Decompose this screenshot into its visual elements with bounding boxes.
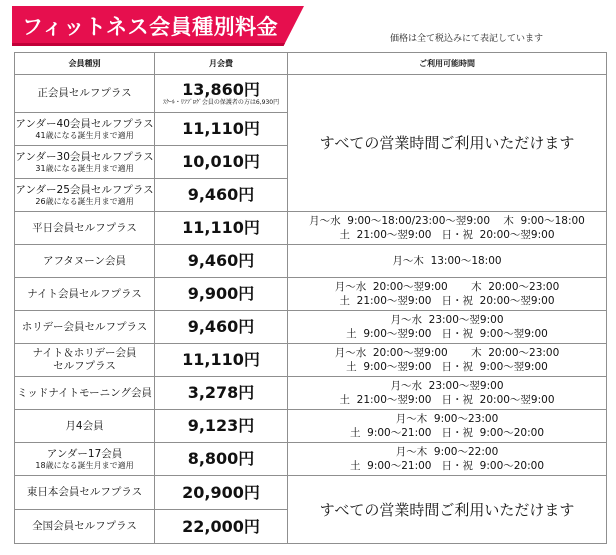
membership-condition: 31歳になる誕生月まで適用 [35, 163, 134, 173]
table-row [15, 476, 607, 510]
membership-type-cell [15, 443, 155, 476]
monthly-fee: 9,460円 [187, 185, 255, 204]
table-row [15, 75, 607, 113]
membership-name: アンダー30会員セルフプラス [15, 150, 154, 163]
hours-cell [288, 443, 607, 476]
monthly-fee-cell [155, 410, 288, 443]
membership-condition: 41歳になる誕生月まで適用 [35, 130, 134, 140]
hours-cell [288, 212, 607, 245]
monthly-fee-cell [155, 344, 288, 377]
membership-type-cell [15, 146, 155, 179]
monthly-fee-cell [155, 212, 288, 245]
monthly-fee: 9,900円 [187, 284, 255, 303]
fee-table [14, 52, 607, 544]
membership-name: ミッドナイトモーニング会員 [17, 386, 152, 399]
hours-line: 月～水 23:00～翌9:00 [390, 380, 504, 392]
membership-name-line2: セルフプラス [53, 360, 116, 372]
monthly-fee: 22,000円 [182, 516, 260, 536]
monthly-fee: 20,900円 [182, 482, 260, 502]
membership-name: アンダー40会員セルフプラス [15, 117, 154, 130]
membership-type-cell [15, 344, 155, 377]
membership-condition: 26歳になる誕生月まで適用 [35, 196, 134, 206]
membership-type-cell [15, 113, 155, 146]
membership-type-cell [15, 75, 155, 113]
monthly-fee: 11,110円 [182, 119, 260, 138]
hours-cell-all [288, 75, 607, 212]
membership-type-cell [15, 510, 155, 544]
monthly-fee-cell [155, 311, 288, 344]
monthly-fee-cell [155, 510, 288, 544]
hours-line: 土 9:00～21:00 日・祝 9:00～20:00 [349, 427, 545, 439]
hours-line: 月～水 23:00～翌9:00 [390, 314, 504, 326]
membership-name: アンダー25会員セルフプラス [15, 183, 154, 196]
hours-line: 土 21:00～翌9:00 日・祝 20:00～翌9:00 [339, 295, 555, 307]
hours-cell [288, 245, 607, 278]
hours-line: 土 9:00～翌9:00 日・祝 9:00～翌9:00 [346, 328, 548, 340]
monthly-fee: 11,110円 [182, 350, 260, 369]
hours-line: 月～水 9:00～18:00/23:00～翌9:00 木 9:00～18:00 [309, 215, 585, 227]
hours-line: 土 9:00～21:00 日・祝 9:00～20:00 [349, 460, 545, 472]
hours-line: 月～水 20:00～翌9:00 木 20:00～23:00 [334, 281, 560, 293]
membership-condition: 18歳になる誕生月まで適用 [35, 460, 134, 470]
column-header-type: 会員種別 [15, 53, 155, 75]
tax-note: 価格は全て税込みにて表記しています [390, 34, 544, 44]
table-row [15, 311, 607, 344]
hours-cell [288, 278, 607, 311]
table-row [15, 278, 607, 311]
hours-line: 月～水 20:00～翌9:00 木 20:00～23:00 [334, 347, 560, 359]
monthly-fee: 10,010円 [182, 152, 260, 171]
monthly-fee-cell [155, 377, 288, 410]
hours-cell [288, 344, 607, 377]
table-row [15, 410, 607, 443]
hours-cell [288, 410, 607, 443]
membership-name: 月4会員 [65, 419, 104, 432]
hours-cell [288, 311, 607, 344]
monthly-fee-cell [155, 146, 288, 179]
monthly-fee-cell [155, 476, 288, 510]
monthly-fee: 3,278円 [187, 383, 255, 402]
hours-line: 月～木 13:00～18:00 [392, 255, 502, 267]
membership-type-cell [15, 278, 155, 311]
table-row [15, 443, 607, 476]
membership-type-cell [15, 410, 155, 443]
membership-name: アンダー17会員 [46, 447, 123, 460]
column-header-fee: 月会費 [155, 53, 288, 75]
hours-cell-all [288, 476, 607, 544]
hours-line: 土 21:00～翌9:00 日・祝 20:00～翌9:00 [339, 229, 555, 241]
monthly-fee: 13,860円 [182, 80, 260, 99]
monthly-fee-cell [155, 278, 288, 311]
page-title: フィットネス会員種別料金 [22, 15, 279, 39]
membership-name: ナイト＆ホリデー会員 [32, 347, 137, 359]
membership-name: 東日本会員セルフプラス [26, 486, 143, 498]
table-row [15, 212, 607, 245]
monthly-fee: 9,460円 [187, 317, 255, 336]
table-row [15, 344, 607, 377]
membership-type-cell [15, 179, 155, 212]
monthly-fee-cell [155, 245, 288, 278]
page-header [0, 0, 616, 50]
hours-line: 土 21:00～翌9:00 日・祝 20:00～翌9:00 [339, 394, 555, 406]
membership-name: 平日会員セルフプラス [32, 221, 137, 234]
membership-type-cell [15, 311, 155, 344]
all-hours-text: すべての営業時間ご利用いただけます [319, 500, 575, 519]
membership-name: アフタヌーン会員 [42, 254, 127, 267]
table-header-row [15, 53, 607, 75]
membership-type-cell [15, 212, 155, 245]
all-hours-text: すべての営業時間ご利用いただけます [319, 134, 575, 152]
fee-note: ｽｸｰﾙ・ﾘﾌﾌﾞﾛｸﾞ会員の保護者の方は6,930円 [162, 99, 280, 106]
monthly-fee-cell [155, 75, 288, 113]
monthly-fee: 8,800円 [187, 449, 255, 468]
membership-name: ナイト会員セルフプラス [27, 287, 142, 300]
hours-line: 月～木 9:00～22:00 [395, 446, 499, 458]
monthly-fee: 9,123円 [187, 416, 255, 435]
monthly-fee: 9,460円 [187, 251, 255, 270]
membership-type-cell [15, 377, 155, 410]
membership-type-cell [15, 245, 155, 278]
monthly-fee: 11,110円 [182, 218, 260, 237]
monthly-fee-cell [155, 113, 288, 146]
hours-line: 月～木 9:00～23:00 [395, 413, 499, 425]
table-row [15, 377, 607, 410]
membership-name: 正会員セルフプラス [37, 87, 132, 99]
membership-name: ホリデー会員セルフプラス [21, 320, 148, 333]
membership-type-cell [15, 476, 155, 510]
monthly-fee-cell [155, 443, 288, 476]
monthly-fee-cell [155, 179, 288, 212]
column-header-hours: ご利用可能時間 [288, 53, 607, 75]
hours-line: 土 9:00～翌9:00 日・祝 9:00～翌9:00 [346, 361, 548, 373]
table-row [15, 245, 607, 278]
hours-cell [288, 377, 607, 410]
membership-name: 全国会員セルフプラス [32, 520, 137, 532]
